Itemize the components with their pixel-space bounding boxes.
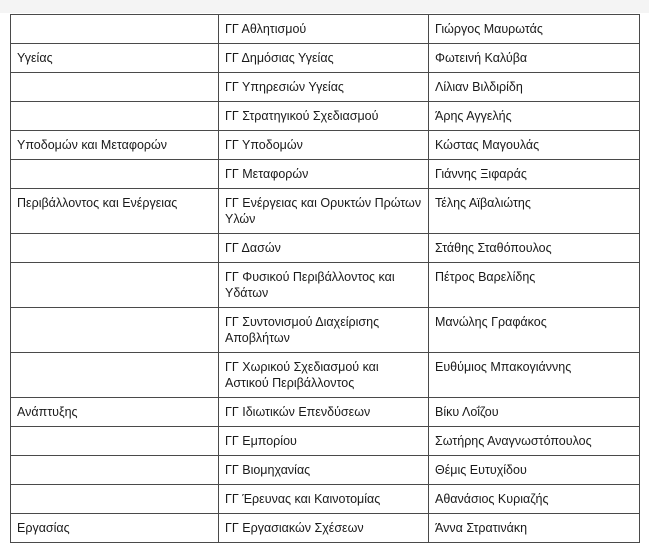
top-bar	[0, 0, 649, 13]
person-cell: Στάθης Σταθόπουλος	[429, 234, 640, 263]
person-cell: Αθανάσιος Κυριαζής	[429, 485, 640, 514]
person-cell: Άρης Αγγελής	[429, 102, 640, 131]
secretariat-cell: ΓΓ Δημόσιας Υγείας	[219, 44, 429, 73]
person-cell: Γιώργος Μαυρωτάς	[429, 15, 640, 44]
person-cell: Βίκυ Λοΐζου	[429, 398, 640, 427]
secretariat-cell: ΓΓ Εργασιακών Σχέσεων	[219, 514, 429, 543]
person-cell: Πέτρος Βαρελίδης	[429, 263, 640, 308]
table-row	[11, 44, 640, 73]
secretariat-cell: ΓΓ Χωρικού Σχεδιασμού και Αστικού Περιβάλλοντος	[219, 353, 429, 398]
secretariat-cell: ΓΓ Βιομηχανίας	[219, 456, 429, 485]
secretariat-cell: ΓΓ Αθλητισμού	[219, 15, 429, 44]
table-row	[11, 398, 640, 427]
table-row	[11, 73, 640, 102]
person-cell: Μανώλης Γραφάκος	[429, 308, 640, 353]
ministry-cell	[11, 485, 219, 514]
person-cell: Ευθύμιος Μπακογιάννης	[429, 353, 640, 398]
ministry-cell: Υγείας	[11, 44, 219, 73]
table-row	[11, 15, 640, 44]
ministry-cell: Περιβάλλοντος και Ενέργειας	[11, 189, 219, 234]
table-row	[11, 308, 640, 353]
secretariat-cell: ΓΓ Δασών	[219, 234, 429, 263]
table-row	[11, 131, 640, 160]
table-body	[11, 15, 640, 543]
ministry-cell: Υποδομών και Μεταφορών	[11, 131, 219, 160]
table-row	[11, 160, 640, 189]
person-cell: Φωτεινή Καλύβα	[429, 44, 640, 73]
secretariat-cell: ΓΓ Ενέργειας και Ορυκτών Πρώτων Υλών	[219, 189, 429, 234]
ministry-cell	[11, 73, 219, 102]
secretariat-cell: ΓΓ Υπηρεσιών Υγείας	[219, 73, 429, 102]
ministry-cell	[11, 353, 219, 398]
secretariat-cell: ΓΓ Στρατηγικού Σχεδιασμού	[219, 102, 429, 131]
ministry-cell	[11, 263, 219, 308]
person-cell: Γιάννης Ξιφαράς	[429, 160, 640, 189]
ministry-cell	[11, 456, 219, 485]
table-row	[11, 102, 640, 131]
table-row	[11, 427, 640, 456]
person-cell: Λίλιαν Βιλδιρίδη	[429, 73, 640, 102]
ministry-cell	[11, 427, 219, 456]
secretariat-cell: ΓΓ Εμπορίου	[219, 427, 429, 456]
ministry-cell: Εργασίας	[11, 514, 219, 543]
table-row	[11, 234, 640, 263]
table-row	[11, 514, 640, 543]
ministry-cell	[11, 160, 219, 189]
secretariat-cell: ΓΓ Συντονισμού Διαχείρισης Αποβλήτων	[219, 308, 429, 353]
person-cell: Κώστας Μαγουλάς	[429, 131, 640, 160]
table-row	[11, 263, 640, 308]
ministry-cell	[11, 234, 219, 263]
ministry-cell: Ανάπτυξης	[11, 398, 219, 427]
secretariat-cell: ΓΓ Ιδιωτικών Επενδύσεων	[219, 398, 429, 427]
person-cell: Άννα Στρατινάκη	[429, 514, 640, 543]
ministry-cell	[11, 102, 219, 131]
table-row	[11, 456, 640, 485]
person-cell: Σωτήρης Αναγνωστόπουλος	[429, 427, 640, 456]
person-cell: Τέλης Αϊβαλιώτης	[429, 189, 640, 234]
secretariat-cell: ΓΓ Έρευνας και Καινοτομίας	[219, 485, 429, 514]
secretariat-cell: ΓΓ Υποδομών	[219, 131, 429, 160]
table-row	[11, 189, 640, 234]
table-row	[11, 353, 640, 398]
secretariat-cell: ΓΓ Μεταφορών	[219, 160, 429, 189]
person-cell: Θέμις Ευτυχίδου	[429, 456, 640, 485]
secretariat-cell: ΓΓ Φυσικού Περιβάλλοντος και Υδάτων	[219, 263, 429, 308]
ministry-cell	[11, 308, 219, 353]
secretariats-table	[10, 14, 640, 543]
ministry-cell	[11, 15, 219, 44]
table-row	[11, 485, 640, 514]
